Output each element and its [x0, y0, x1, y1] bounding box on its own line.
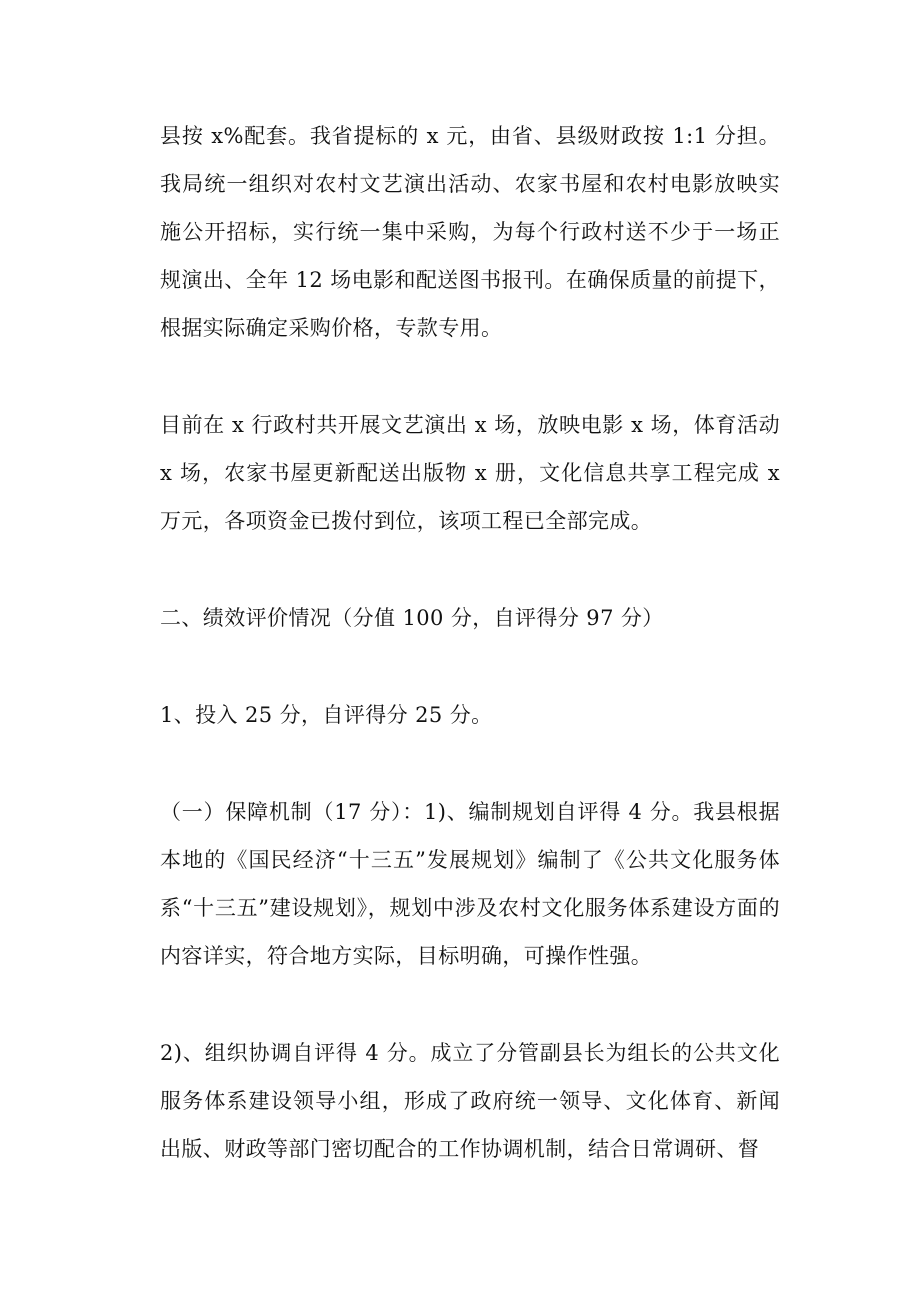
- paragraph-coordination: 2)、组织协调自评得 4 分。成立了分管副县长为组长的公共文化服务体系建设领导小组，形成了政府统一领导、文化体育、新闻出版、财政等部门密切配合的工作协调机制，结合日常调研、督: [160, 1041, 780, 1161]
- paragraph-funding: 县按 x%配套。我省提标的 x 元，由省、县级财政按 1:1 分担。我局统一组织对农村文艺演出活动、农家书屋和农村电影放映实施公开招标，实行统一集中采购，为每个行政村送不少于一场正规演出、全年 12 场电影和配送图书报刊。在确保质量的前提下，根据实际确定采购价格，专款专用。: [160, 124, 780, 340]
- paragraph-progress: 目前在 x 行政村共开展文艺演出 x 场，放映电影 x 场，体育活动 x 场，农家书屋更新配送出版物 x 册，文化信息共享工程完成 x 万元，各项资金已拨付到位，该项工程已全部完成。: [160, 413, 780, 533]
- document-body: [160, 112, 780, 1173]
- paragraph-guarantee-mechanism: （一）保障机制（17 分）：1)、编制规划自评得 4 分。我县根据本地的《国民经济“十三五”发展规划》编制了《公共文化服务体系“十三五”建设规划》，规划中涉及农村文化服务体系建设方面的内容详实，符合地方实际，目标明确，可操作性强。: [160, 800, 780, 968]
- section-heading-evaluation: 二、绩效评价情况（分值 100 分，自评得分 97 分）: [160, 606, 664, 630]
- subheading-input: 1、投入 25 分，自评得分 25 分。: [160, 703, 493, 727]
